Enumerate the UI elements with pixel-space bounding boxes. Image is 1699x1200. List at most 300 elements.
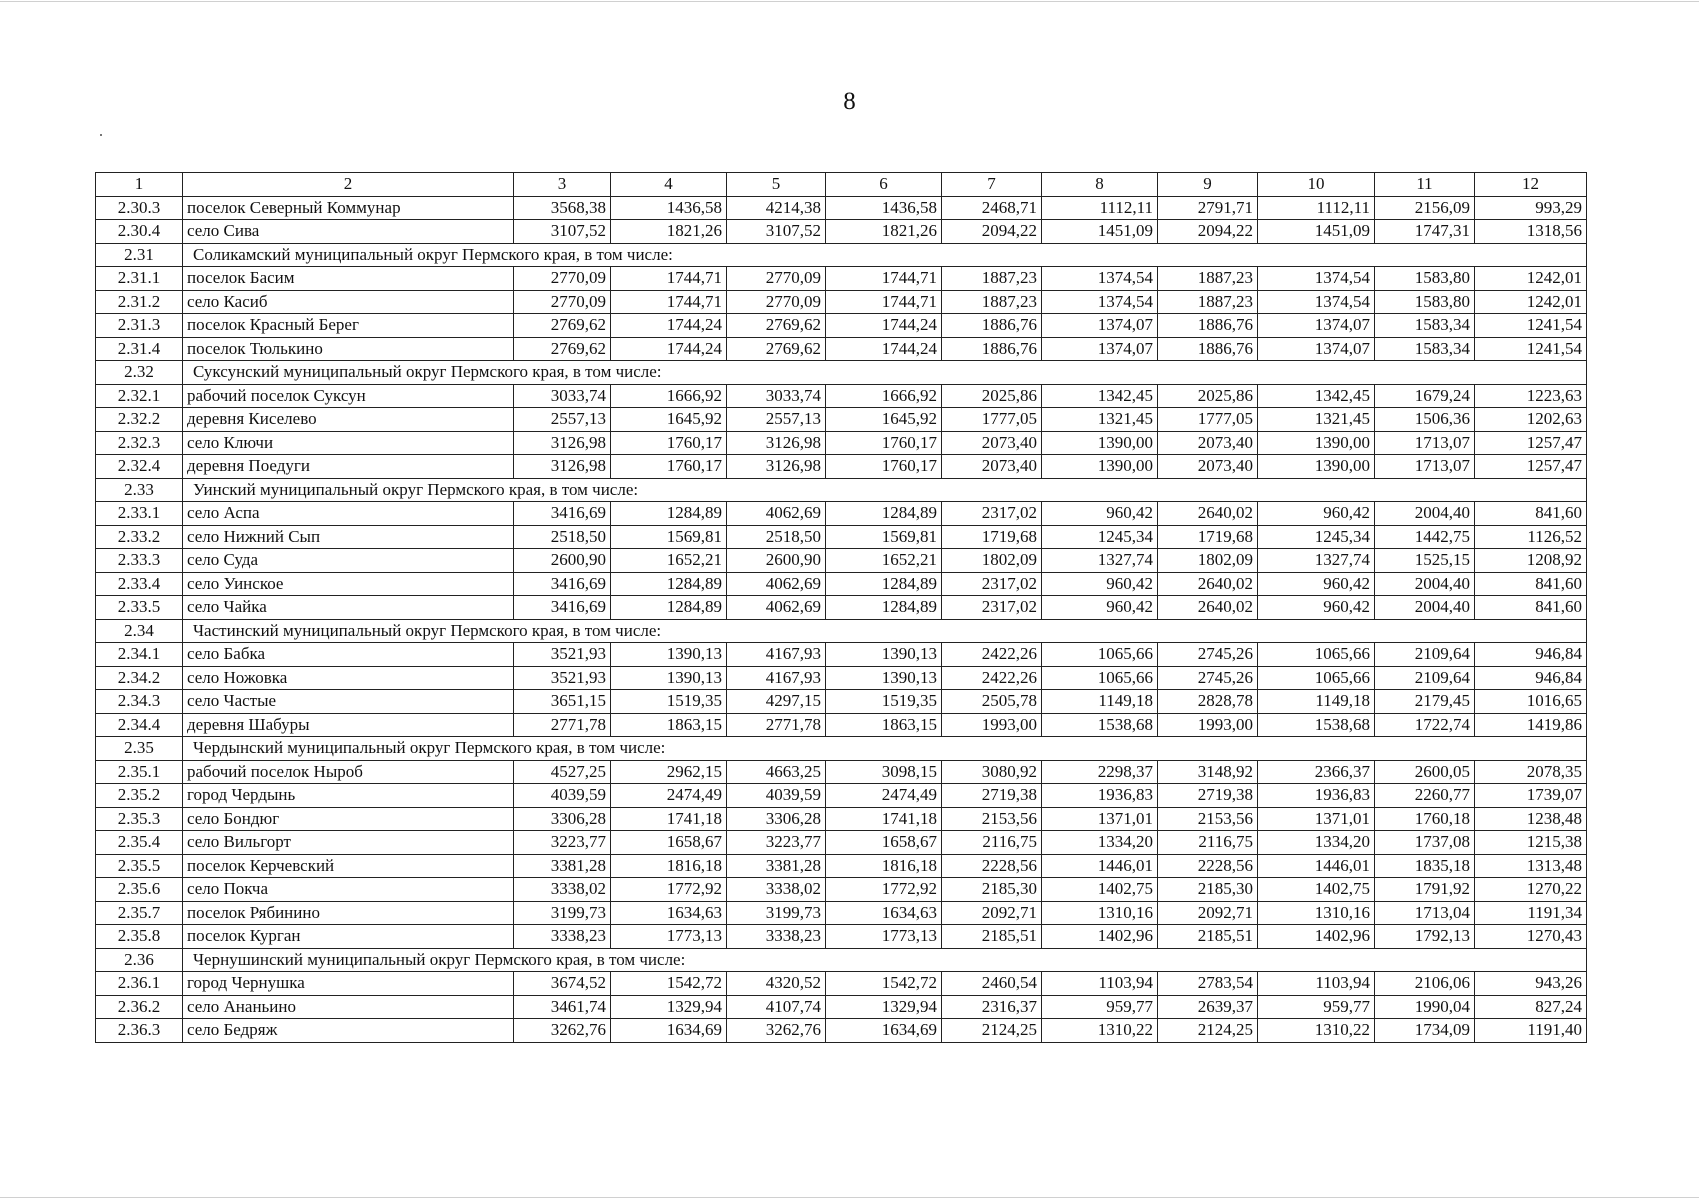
value-cell: 2185,51 [1158, 925, 1258, 949]
value-cell: 2094,22 [1158, 220, 1258, 244]
settlement-name: село Аспа [183, 502, 514, 526]
value-cell: 1321,45 [1042, 408, 1158, 432]
value-cell: 1313,48 [1475, 854, 1587, 878]
settlement-name: деревня Поедуги [183, 455, 514, 479]
value-cell: 1257,47 [1475, 431, 1587, 455]
row-code: 2.31 [96, 243, 183, 267]
value-cell: 1270,43 [1475, 925, 1587, 949]
value-cell: 1802,09 [1158, 549, 1258, 573]
value-cell: 1149,18 [1258, 690, 1375, 714]
value-cell: 2770,09 [727, 267, 826, 291]
row-code: 2.35.2 [96, 784, 183, 808]
value-cell: 1772,92 [611, 878, 727, 902]
value-cell: 3338,02 [727, 878, 826, 902]
value-cell: 2600,05 [1375, 760, 1475, 784]
value-cell: 2474,49 [826, 784, 942, 808]
value-cell: 1327,74 [1258, 549, 1375, 573]
table-row [96, 337, 1587, 361]
value-cell: 1257,47 [1475, 455, 1587, 479]
row-code: 2.32.2 [96, 408, 183, 432]
value-cell: 2474,49 [611, 784, 727, 808]
value-cell: 3126,98 [727, 431, 826, 455]
value-cell: 1374,07 [1042, 337, 1158, 361]
row-code: 2.33.4 [96, 572, 183, 596]
table-row [96, 643, 1587, 667]
value-cell: 1310,16 [1042, 901, 1158, 925]
value-cell: 2228,56 [942, 854, 1042, 878]
value-cell: 1103,94 [1042, 972, 1158, 996]
row-code: 2.35.1 [96, 760, 183, 784]
value-cell: 959,77 [1258, 995, 1375, 1019]
value-cell: 1374,07 [1258, 314, 1375, 338]
table-header-row [96, 173, 1587, 197]
value-cell: 2094,22 [942, 220, 1042, 244]
value-cell: 1744,71 [826, 290, 942, 314]
value-cell: 1821,26 [611, 220, 727, 244]
section-row [96, 243, 1587, 267]
section-row [96, 619, 1587, 643]
settlement-name: село Бабка [183, 643, 514, 667]
value-cell: 1242,01 [1475, 290, 1587, 314]
value-cell: 1713,07 [1375, 431, 1475, 455]
table-row [96, 1019, 1587, 1043]
row-code: 2.31.2 [96, 290, 183, 314]
value-cell: 4527,25 [514, 760, 611, 784]
value-cell: 2640,02 [1158, 596, 1258, 620]
value-cell: 1402,75 [1258, 878, 1375, 902]
header-cell: 12 [1475, 173, 1587, 197]
value-cell: 1374,54 [1042, 267, 1158, 291]
value-cell: 1744,71 [611, 267, 727, 291]
row-code: 2.35.8 [96, 925, 183, 949]
value-cell: 1744,24 [611, 337, 727, 361]
value-cell: 2422,26 [942, 643, 1042, 667]
value-cell: 2600,90 [514, 549, 611, 573]
value-cell: 1744,24 [611, 314, 727, 338]
value-cell: 2962,15 [611, 760, 727, 784]
value-cell: 2719,38 [942, 784, 1042, 808]
value-cell: 1374,07 [1258, 337, 1375, 361]
value-cell: 2004,40 [1375, 572, 1475, 596]
value-cell: 1519,35 [826, 690, 942, 714]
value-cell: 2422,26 [942, 666, 1042, 690]
value-cell: 1747,31 [1375, 220, 1475, 244]
value-cell: 1658,67 [611, 831, 727, 855]
value-cell: 1719,68 [1158, 525, 1258, 549]
value-cell: 1777,05 [942, 408, 1042, 432]
value-cell: 1374,07 [1042, 314, 1158, 338]
value-cell: 2073,40 [942, 455, 1042, 479]
value-cell: 1583,34 [1375, 314, 1475, 338]
value-cell: 2185,30 [1158, 878, 1258, 902]
value-cell: 1887,23 [1158, 290, 1258, 314]
settlement-name: поселок Северный Коммунар [183, 196, 514, 220]
value-cell: 960,42 [1258, 572, 1375, 596]
settlement-name: село Ножовка [183, 666, 514, 690]
value-cell: 1310,22 [1042, 1019, 1158, 1043]
row-code: 2.32.4 [96, 455, 183, 479]
value-cell: 2640,02 [1158, 572, 1258, 596]
value-cell: 1446,01 [1258, 854, 1375, 878]
value-cell: 1886,76 [1158, 314, 1258, 338]
value-cell: 1773,13 [611, 925, 727, 949]
value-cell: 2109,64 [1375, 643, 1475, 667]
value-cell: 1245,34 [1042, 525, 1158, 549]
value-cell: 1390,13 [826, 666, 942, 690]
value-cell: 1744,24 [826, 314, 942, 338]
table-row [96, 572, 1587, 596]
value-cell: 1419,86 [1475, 713, 1587, 737]
row-code: 2.33.2 [96, 525, 183, 549]
value-cell: 3223,77 [727, 831, 826, 855]
header-cell: 8 [1042, 173, 1158, 197]
table-row [96, 525, 1587, 549]
value-cell: 3416,69 [514, 596, 611, 620]
settlement-name: село Вильгорт [183, 831, 514, 855]
value-cell: 1744,71 [611, 290, 727, 314]
value-cell: 2106,06 [1375, 972, 1475, 996]
value-cell: 2116,75 [942, 831, 1042, 855]
value-cell: 4297,15 [727, 690, 826, 714]
row-code: 2.35.4 [96, 831, 183, 855]
value-cell: 1886,76 [942, 337, 1042, 361]
value-cell: 2078,35 [1475, 760, 1587, 784]
value-cell: 1390,00 [1042, 431, 1158, 455]
value-cell: 2073,40 [1158, 455, 1258, 479]
value-cell: 1821,26 [826, 220, 942, 244]
value-cell: 1887,23 [942, 267, 1042, 291]
table-row [96, 807, 1587, 831]
value-cell: 1760,17 [826, 431, 942, 455]
value-cell: 943,26 [1475, 972, 1587, 996]
row-code: 2.35 [96, 737, 183, 761]
value-cell: 2004,40 [1375, 596, 1475, 620]
value-cell: 3126,98 [514, 431, 611, 455]
value-cell: 2769,62 [514, 314, 611, 338]
value-cell: 1284,89 [826, 502, 942, 526]
settlement-name: село Ключи [183, 431, 514, 455]
table-row [96, 972, 1587, 996]
settlement-name: рабочий поселок Ныроб [183, 760, 514, 784]
value-cell: 1634,63 [611, 901, 727, 925]
value-cell: 1284,89 [826, 572, 942, 596]
table-row [96, 925, 1587, 949]
header-cell: 10 [1258, 173, 1375, 197]
value-cell: 3199,73 [727, 901, 826, 925]
value-cell: 1713,07 [1375, 455, 1475, 479]
value-cell: 1760,17 [611, 431, 727, 455]
table-body [96, 173, 1587, 1043]
value-cell: 1390,00 [1258, 455, 1375, 479]
value-cell: 1284,89 [611, 502, 727, 526]
value-cell: 1744,24 [826, 337, 942, 361]
value-cell: 2745,26 [1158, 643, 1258, 667]
value-cell: 2460,54 [942, 972, 1042, 996]
value-cell: 1741,18 [826, 807, 942, 831]
value-cell: 4663,25 [727, 760, 826, 784]
value-cell: 1679,24 [1375, 384, 1475, 408]
value-cell: 4039,59 [727, 784, 826, 808]
value-cell: 1993,00 [1158, 713, 1258, 737]
value-cell: 1719,68 [942, 525, 1042, 549]
value-cell: 2518,50 [514, 525, 611, 549]
value-cell: 1270,22 [1475, 878, 1587, 902]
settlement-name: село Уинское [183, 572, 514, 596]
header-cell: 2 [183, 173, 514, 197]
value-cell: 1371,01 [1258, 807, 1375, 831]
value-cell: 1215,38 [1475, 831, 1587, 855]
value-cell: 1191,40 [1475, 1019, 1587, 1043]
value-cell: 2124,25 [1158, 1019, 1258, 1043]
value-cell: 1741,18 [611, 807, 727, 831]
table-row [96, 220, 1587, 244]
value-cell: 1451,09 [1042, 220, 1158, 244]
row-code: 2.31.4 [96, 337, 183, 361]
row-code: 2.34.4 [96, 713, 183, 737]
value-cell: 1390,13 [611, 643, 727, 667]
settlement-name: поселок Курган [183, 925, 514, 949]
value-cell: 841,60 [1475, 502, 1587, 526]
value-cell: 2185,30 [942, 878, 1042, 902]
settlement-name: село Частые [183, 690, 514, 714]
header-cell: 6 [826, 173, 942, 197]
value-cell: 2025,86 [1158, 384, 1258, 408]
row-code: 2.34.3 [96, 690, 183, 714]
value-cell: 1569,81 [826, 525, 942, 549]
table-row [96, 431, 1587, 455]
value-cell: 2783,54 [1158, 972, 1258, 996]
scan-edge-bottom [0, 1197, 1699, 1198]
value-cell: 3107,52 [514, 220, 611, 244]
value-cell: 3381,28 [514, 854, 611, 878]
value-cell: 1737,08 [1375, 831, 1475, 855]
value-cell: 2771,78 [727, 713, 826, 737]
row-code: 2.32.1 [96, 384, 183, 408]
settlement-name: село Касиб [183, 290, 514, 314]
value-cell: 2518,50 [727, 525, 826, 549]
value-cell: 3080,92 [942, 760, 1042, 784]
header-cell: 5 [727, 173, 826, 197]
value-cell: 4062,69 [727, 596, 826, 620]
header-cell: 9 [1158, 173, 1258, 197]
value-cell: 946,84 [1475, 666, 1587, 690]
value-cell: 1402,96 [1258, 925, 1375, 949]
value-cell: 960,42 [1258, 596, 1375, 620]
value-cell: 3521,93 [514, 643, 611, 667]
value-cell: 1525,15 [1375, 549, 1475, 573]
settlement-name: поселок Керчевский [183, 854, 514, 878]
value-cell: 2557,13 [514, 408, 611, 432]
table-row [96, 596, 1587, 620]
value-cell: 1065,66 [1258, 643, 1375, 667]
value-cell: 1112,11 [1042, 196, 1158, 220]
value-cell: 3306,28 [514, 807, 611, 831]
value-cell: 959,77 [1042, 995, 1158, 1019]
settlement-name: село Покча [183, 878, 514, 902]
table-row [96, 713, 1587, 737]
value-cell: 1993,00 [942, 713, 1042, 737]
table-row [96, 760, 1587, 784]
value-cell: 3381,28 [727, 854, 826, 878]
value-cell: 3033,74 [727, 384, 826, 408]
value-cell: 1863,15 [826, 713, 942, 737]
row-code: 2.32 [96, 361, 183, 385]
value-cell: 1634,69 [826, 1019, 942, 1043]
value-cell: 946,84 [1475, 643, 1587, 667]
table-row [96, 384, 1587, 408]
value-cell: 1374,54 [1042, 290, 1158, 314]
section-title: Суксунский муниципальный округ Пермского края, в том числе: [183, 361, 1587, 385]
value-cell: 1318,56 [1475, 220, 1587, 244]
settlement-name: село Суда [183, 549, 514, 573]
value-cell: 3126,98 [727, 455, 826, 479]
value-cell: 2298,37 [1042, 760, 1158, 784]
value-cell: 3126,98 [514, 455, 611, 479]
value-cell: 1321,45 [1258, 408, 1375, 432]
table-row [96, 901, 1587, 925]
table-row [96, 666, 1587, 690]
header-cell: 7 [942, 173, 1042, 197]
value-cell: 3416,69 [514, 572, 611, 596]
value-cell: 3262,76 [727, 1019, 826, 1043]
value-cell: 2770,09 [514, 290, 611, 314]
value-cell: 3338,02 [514, 878, 611, 902]
value-cell: 1645,92 [611, 408, 727, 432]
header-cell: 1 [96, 173, 183, 197]
value-cell: 1739,07 [1475, 784, 1587, 808]
value-cell: 1442,75 [1375, 525, 1475, 549]
value-cell: 960,42 [1042, 596, 1158, 620]
row-code: 2.33 [96, 478, 183, 502]
table-row [96, 995, 1587, 1019]
value-cell: 3199,73 [514, 901, 611, 925]
value-cell: 1112,11 [1258, 196, 1375, 220]
value-cell: 1645,92 [826, 408, 942, 432]
settlement-name: город Чердынь [183, 784, 514, 808]
table-row [96, 290, 1587, 314]
table-row [96, 878, 1587, 902]
table-row [96, 502, 1587, 526]
value-cell: 4039,59 [514, 784, 611, 808]
section-title: Чердынский муниципальный округ Пермского края, в том числе: [183, 737, 1587, 761]
value-cell: 1802,09 [942, 549, 1042, 573]
value-cell: 1342,45 [1042, 384, 1158, 408]
value-cell: 2073,40 [1158, 431, 1258, 455]
value-cell: 1863,15 [611, 713, 727, 737]
value-cell: 1238,48 [1475, 807, 1587, 831]
value-cell: 2116,75 [1158, 831, 1258, 855]
scan-artifact-dot [100, 134, 102, 136]
value-cell: 841,60 [1475, 572, 1587, 596]
settlement-name: село Чайка [183, 596, 514, 620]
value-cell: 1887,23 [942, 290, 1042, 314]
value-cell: 2153,56 [1158, 807, 1258, 831]
row-code: 2.30.3 [96, 196, 183, 220]
row-code: 2.35.5 [96, 854, 183, 878]
value-cell: 1634,63 [826, 901, 942, 925]
value-cell: 3107,52 [727, 220, 826, 244]
value-cell: 3306,28 [727, 807, 826, 831]
value-cell: 1016,65 [1475, 690, 1587, 714]
value-cell: 2317,02 [942, 572, 1042, 596]
value-cell: 4320,52 [727, 972, 826, 996]
value-cell: 2179,45 [1375, 690, 1475, 714]
settlement-name: поселок Красный Берег [183, 314, 514, 338]
table-row [96, 196, 1587, 220]
value-cell: 960,42 [1258, 502, 1375, 526]
row-code: 2.33.3 [96, 549, 183, 573]
value-cell: 2600,90 [727, 549, 826, 573]
value-cell: 3568,38 [514, 196, 611, 220]
value-cell: 2745,26 [1158, 666, 1258, 690]
value-cell: 1760,18 [1375, 807, 1475, 831]
settlement-name: рабочий поселок Суксун [183, 384, 514, 408]
table-row [96, 784, 1587, 808]
value-cell: 2769,62 [727, 314, 826, 338]
section-row [96, 737, 1587, 761]
value-cell: 2468,71 [942, 196, 1042, 220]
value-cell: 2317,02 [942, 596, 1042, 620]
value-cell: 1103,94 [1258, 972, 1375, 996]
table-row [96, 690, 1587, 714]
value-cell: 3338,23 [514, 925, 611, 949]
value-cell: 3262,76 [514, 1019, 611, 1043]
section-title: Уинский муниципальный округ Пермского края, в том числе: [183, 478, 1587, 502]
value-cell: 1506,36 [1375, 408, 1475, 432]
value-cell: 1390,13 [826, 643, 942, 667]
value-cell: 2317,02 [942, 502, 1042, 526]
value-cell: 3521,93 [514, 666, 611, 690]
value-cell: 1990,04 [1375, 995, 1475, 1019]
value-cell: 1658,67 [826, 831, 942, 855]
value-cell: 993,29 [1475, 196, 1587, 220]
value-cell: 2719,38 [1158, 784, 1258, 808]
row-code: 2.35.7 [96, 901, 183, 925]
value-cell: 1284,89 [611, 572, 727, 596]
value-cell: 1734,09 [1375, 1019, 1475, 1043]
value-cell: 1436,58 [826, 196, 942, 220]
value-cell: 1666,92 [611, 384, 727, 408]
section-title: Чернушинский муниципальный округ Пермского края, в том числе: [183, 948, 1587, 972]
section-row [96, 948, 1587, 972]
value-cell: 2639,37 [1158, 995, 1258, 1019]
value-cell: 1342,45 [1258, 384, 1375, 408]
value-cell: 1065,66 [1258, 666, 1375, 690]
value-cell: 1760,17 [611, 455, 727, 479]
row-code: 2.31.3 [96, 314, 183, 338]
row-code: 2.35.3 [96, 807, 183, 831]
value-cell: 3033,74 [514, 384, 611, 408]
value-cell: 1713,04 [1375, 901, 1475, 925]
value-cell: 1310,16 [1258, 901, 1375, 925]
value-cell: 960,42 [1042, 502, 1158, 526]
value-cell: 1242,01 [1475, 267, 1587, 291]
row-code: 2.33.5 [96, 596, 183, 620]
header-cell: 4 [611, 173, 727, 197]
value-cell: 1436,58 [611, 196, 727, 220]
value-cell: 2366,37 [1258, 760, 1375, 784]
value-cell: 1772,92 [826, 878, 942, 902]
table-row [96, 549, 1587, 573]
value-cell: 1374,54 [1258, 290, 1375, 314]
settlement-name: город Чернушка [183, 972, 514, 996]
table-row [96, 267, 1587, 291]
value-cell: 1652,21 [611, 549, 727, 573]
settlement-name: село Ананьино [183, 995, 514, 1019]
value-cell: 2124,25 [942, 1019, 1042, 1043]
value-cell: 1542,72 [826, 972, 942, 996]
row-code: 2.36.1 [96, 972, 183, 996]
